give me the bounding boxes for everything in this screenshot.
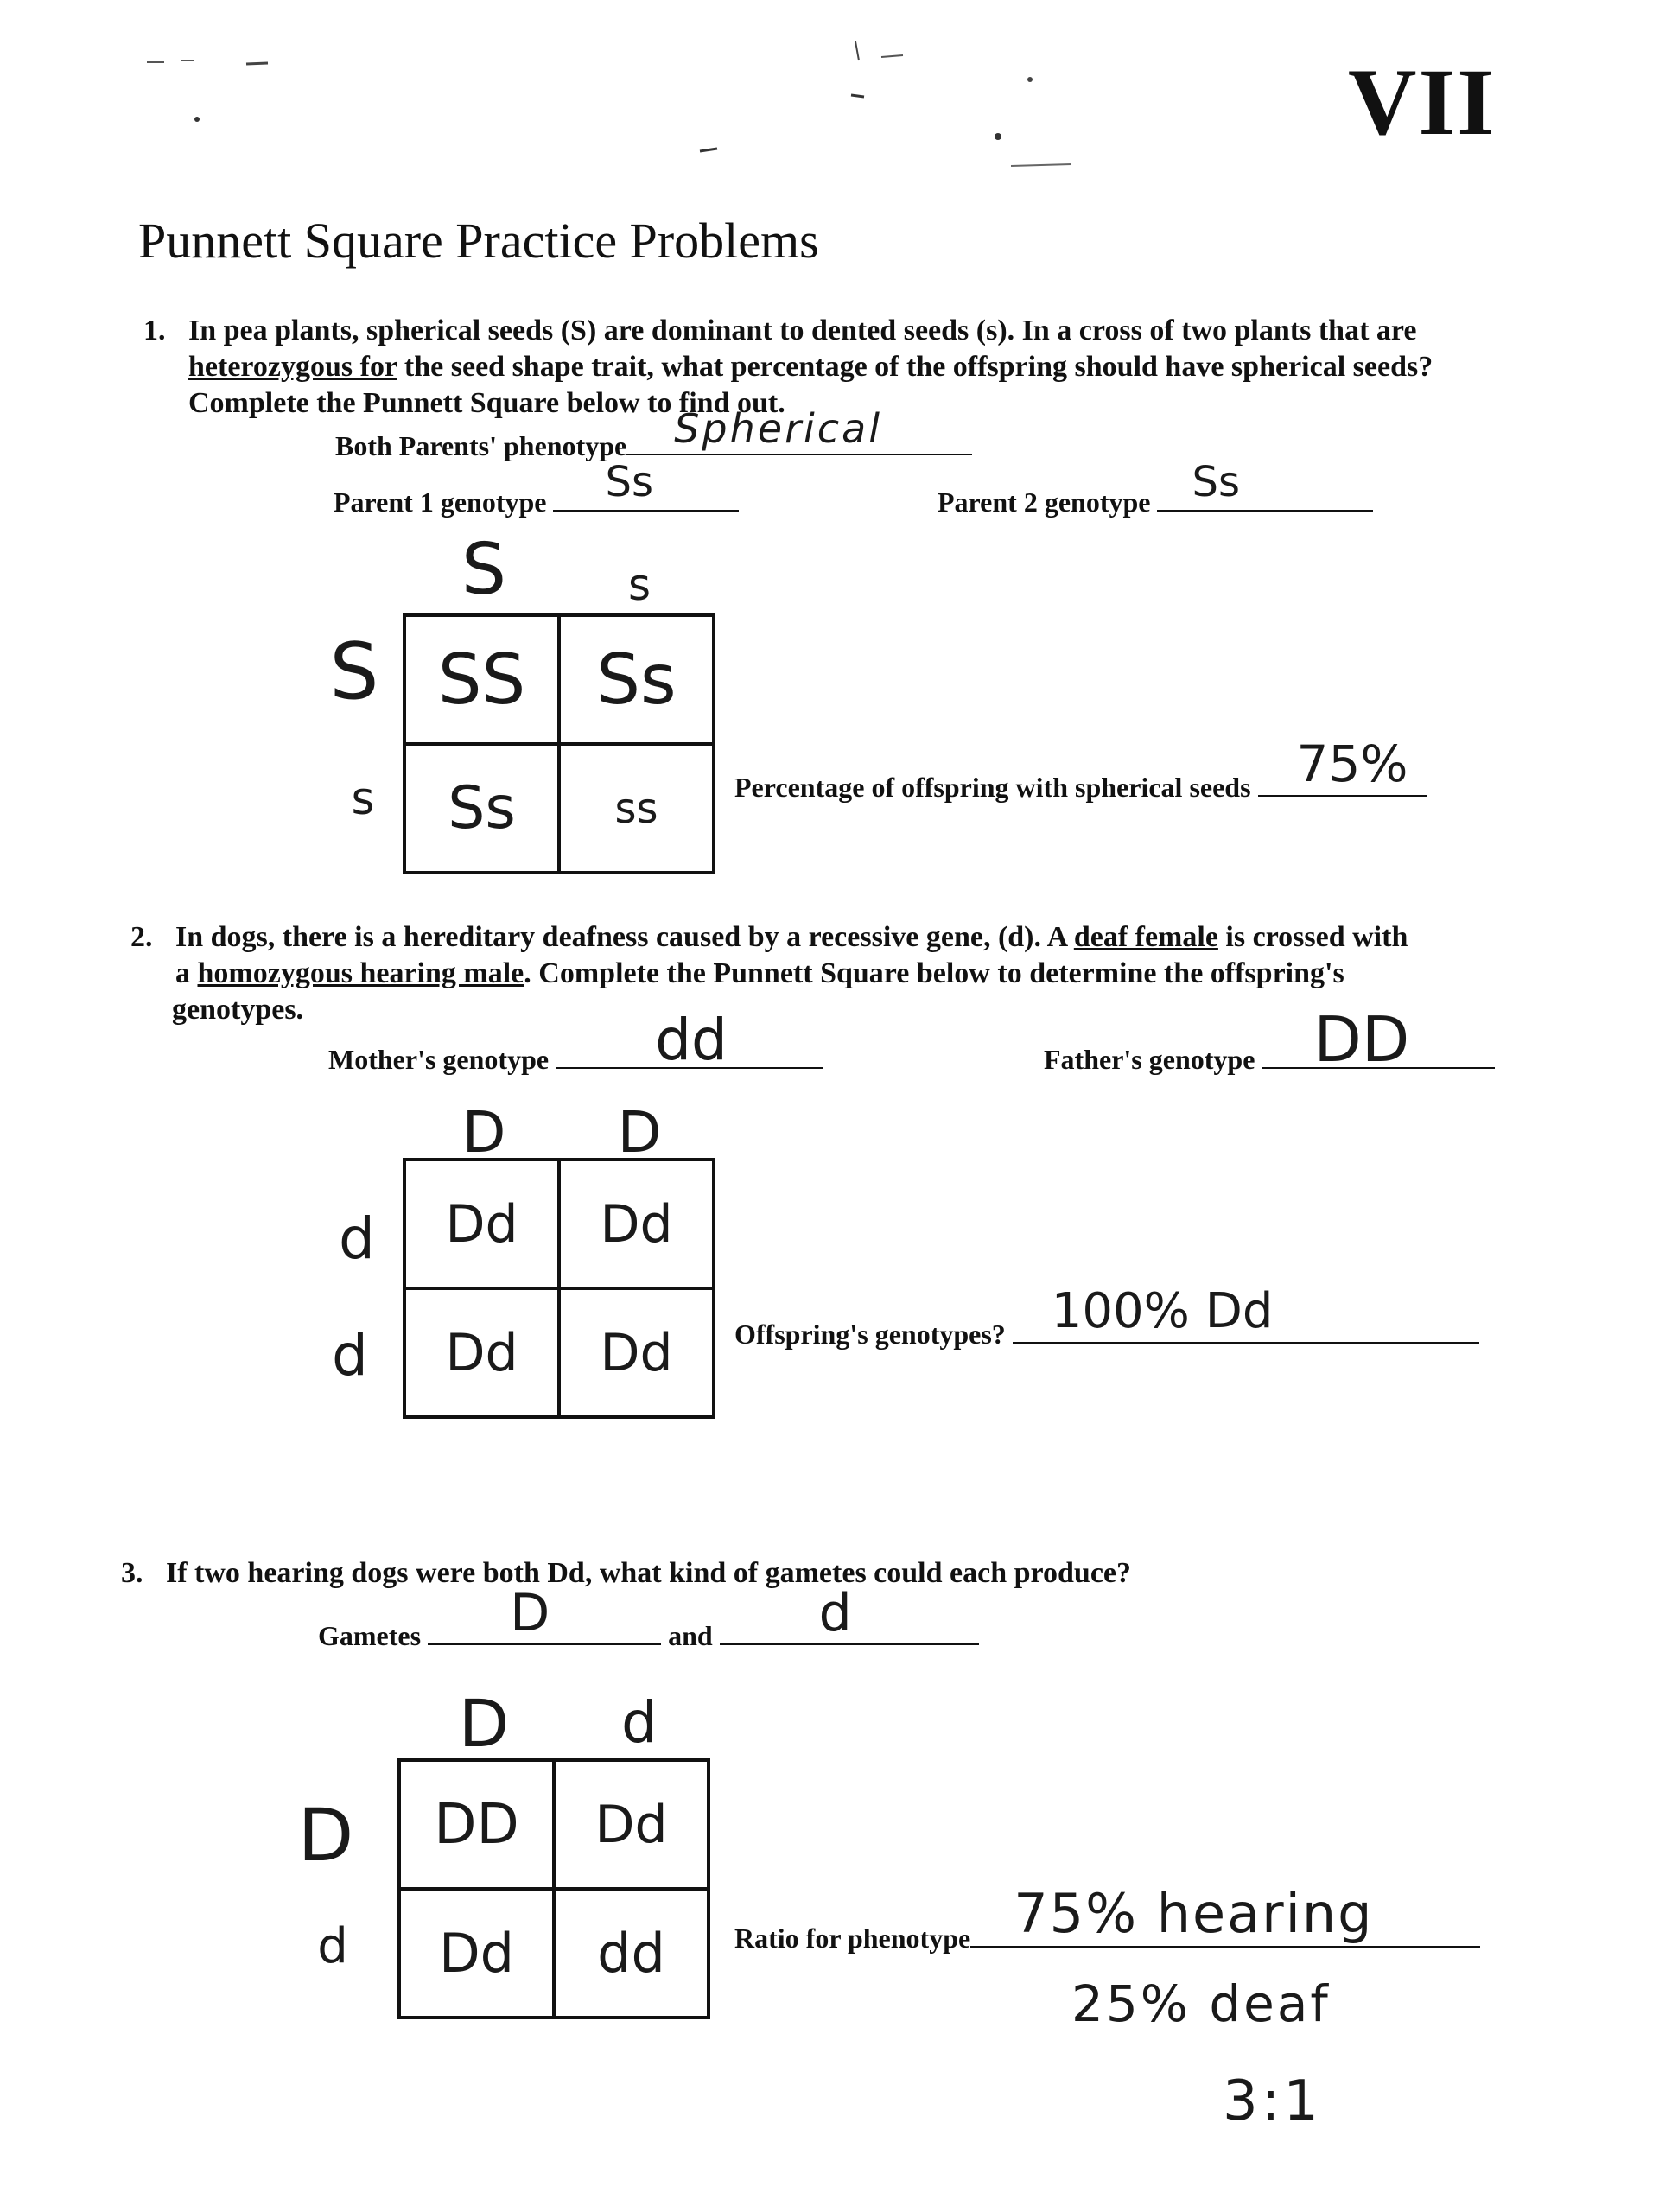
q2-father-label: Father's genotype <box>1044 1044 1255 1075</box>
q1-result-label: Percentage of offspring with spherical seeds <box>734 772 1251 803</box>
q1-top-allele-1: S <box>461 529 507 611</box>
q2-cell[interactable]: Dd <box>559 1160 714 1288</box>
q3-result-label: Ratio for phenotype <box>734 1923 971 1954</box>
q2-father-field <box>1044 1003 1495 1076</box>
q3-and-label: and <box>668 1620 713 1651</box>
q1-number: 1. <box>143 315 166 346</box>
q2-cell[interactable]: Dd <box>559 1288 714 1417</box>
q2-cell[interactable]: Dd <box>404 1288 559 1417</box>
q2-mother-answer: dd <box>655 1007 728 1073</box>
q1-phenotype-label: Both Parents' phenotype <box>335 430 627 461</box>
q2-mother-field <box>328 1007 823 1076</box>
q3-result-blank[interactable] <box>970 1882 1480 1948</box>
q2-result-blank[interactable] <box>1013 1283 1479 1344</box>
q1-line2 <box>188 349 1536 385</box>
q1-parent1-field <box>334 458 739 518</box>
q3-punnett-square <box>397 1758 710 2019</box>
q1-parent2-label: Parent 2 genotype <box>938 486 1151 518</box>
q2-number: 2. <box>130 921 153 953</box>
q3-gamete2-answer: d <box>818 1583 852 1643</box>
q1-parent2-field <box>938 458 1373 518</box>
q2-line1-mid: is crossed with <box>1217 921 1408 953</box>
q1-result-field <box>734 734 1427 804</box>
q3-result-line2: 25% deaf <box>1071 1974 1331 2033</box>
q2-line2 <box>175 956 1575 992</box>
page-title: Punnett Square Practice Problems <box>138 213 819 269</box>
q2-line3: genotypes. <box>172 994 304 1026</box>
q3-result-line1: 75% hearing <box>1014 1882 1374 1945</box>
q1-parent1-label: Parent 1 genotype <box>334 486 547 518</box>
q1-side-allele-2: s <box>351 773 375 825</box>
q2-top-allele-1: D <box>461 1099 506 1166</box>
q2-side-allele-2: d <box>332 1322 368 1389</box>
q3-line1: If two hearing dogs were both Dd, what kind of gametes could each produce? <box>166 1557 1132 1589</box>
q1-result-answer: 75% <box>1296 734 1408 793</box>
q1-line2-rest: the seed shape trait, what percentage of the offspring should have spherical seeds? <box>397 351 1433 383</box>
q2-father-blank[interactable] <box>1262 1003 1495 1076</box>
q1-punnett-square <box>403 613 715 874</box>
q1-phenotype-field <box>335 405 972 462</box>
q2-mother-blank[interactable] <box>556 1007 823 1073</box>
q3-side-allele-2: d <box>317 1918 348 1974</box>
q2-line1-pre: In dogs, there is a hereditary deafness caused by a recessive gene, (d). A <box>175 921 1074 953</box>
q3-gamete1-answer: D <box>510 1583 550 1643</box>
q1-parent1-blank[interactable] <box>553 458 739 512</box>
q3-top-allele-2: d <box>621 1689 658 1756</box>
q1-top-allele-2: s <box>627 560 652 610</box>
q1-parent1-answer: Ss <box>605 458 653 506</box>
q3-result-line3: 3:1 <box>1223 2069 1322 2133</box>
q2-top-allele-2: D <box>617 1099 662 1166</box>
q1-underlined-term: heterozygous for <box>188 351 397 383</box>
q3-gametes-field <box>318 1583 979 1652</box>
q2-line1 <box>175 919 1575 956</box>
q3-cell[interactable]: dd <box>554 1889 709 2018</box>
q1-parent2-blank[interactable] <box>1157 458 1373 512</box>
q1-cell[interactable]: Ss <box>559 615 714 744</box>
q2-line2-b: . Complete the Punnett Square below to determine the offspring's <box>524 957 1344 989</box>
q3-cell[interactable]: Dd <box>399 1889 554 2018</box>
q3-gametes-label: Gametes <box>318 1620 422 1651</box>
q1-parent2-answer: Ss <box>1192 458 1240 506</box>
q3-cell[interactable]: Dd <box>554 1760 709 1889</box>
q2-line2-a: a <box>175 957 198 989</box>
q2-side-allele-1: d <box>339 1205 375 1272</box>
q3-gamete2-blank[interactable] <box>720 1583 979 1645</box>
q1-phenotype-answer: Spherical <box>674 405 883 452</box>
q2-result-field <box>734 1283 1479 1351</box>
q1-phenotype-blank[interactable] <box>626 405 972 455</box>
q3-text <box>121 1555 1548 1592</box>
q1-cell[interactable]: Ss <box>404 744 559 873</box>
q2-father-answer: DD <box>1313 1003 1410 1076</box>
q3-gamete1-blank[interactable] <box>428 1583 661 1645</box>
q1-cell[interactable]: SS <box>404 615 559 744</box>
q2-cell[interactable]: Dd <box>404 1160 559 1288</box>
q3-result-field <box>734 1882 1480 1955</box>
page-roman-numeral: VII <box>1348 49 1497 155</box>
q2-mother-label: Mother's genotype <box>328 1044 550 1075</box>
q3-cell[interactable]: DD <box>399 1760 554 1889</box>
q1-result-blank[interactable] <box>1258 734 1427 797</box>
q3-number: 3. <box>121 1557 143 1589</box>
q1-side-allele-1: S <box>329 626 379 717</box>
q3-side-allele-1: D <box>297 1793 354 1878</box>
q2-underlined-deaf-female: deaf female <box>1073 921 1218 953</box>
q2-underlined-male: homozygous hearing male <box>197 957 524 989</box>
q2-punnett-square <box>403 1158 715 1419</box>
q1-cell[interactable]: ss <box>559 744 714 873</box>
q2-result-label: Offspring's genotypes? <box>734 1319 1006 1350</box>
q1-line3: Complete the Punnett Square below to find out. <box>188 387 785 419</box>
q3-top-allele-1: D <box>458 1685 510 1762</box>
q2-result-answer: 100% Dd <box>1051 1283 1274 1339</box>
q1-line1: In pea plants, spherical seeds (S) are dominant to dented seeds (s). In a cross of two plants that are <box>188 315 1417 346</box>
